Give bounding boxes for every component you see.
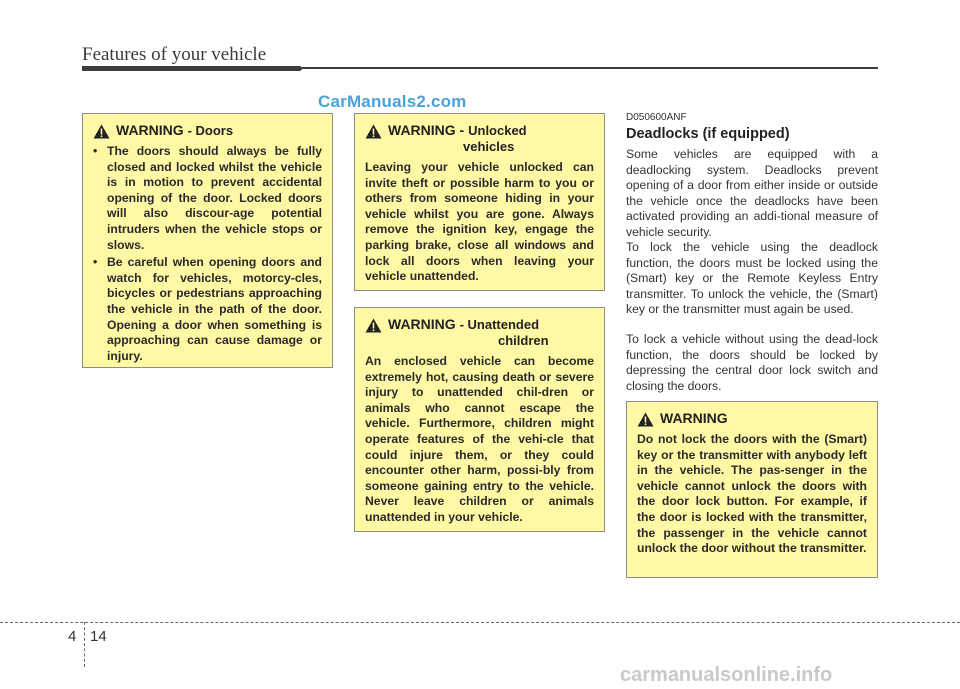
watermark-top[interactable]: CarManuals2.com xyxy=(318,92,467,111)
header-rule xyxy=(82,66,878,71)
warning-header xyxy=(93,122,322,139)
warning-header xyxy=(365,122,594,155)
warning-header xyxy=(365,316,594,349)
bullet-item: • Be careful when opening doors and watch for vehicles, motorcy-cles, bicycles or pedestrians approaching the vehicle in the path of the door. Opening a door when something is approaching can cause damage or injury. xyxy=(93,255,322,363)
warning-triangle-icon xyxy=(365,318,382,333)
warning-header xyxy=(637,410,867,427)
bullet-text: Be careful when opening doors and watch for vehicles, motorcy-cles, bicycles or pedestrians approaching the vehicle in the path of the door. Opening a door when something is approaching can cause damage or injury. xyxy=(107,255,322,363)
warning-subtitle: - Unattended xyxy=(459,317,540,332)
warning-label: WARNING - xyxy=(388,122,465,138)
warning-subtitle: - Doors xyxy=(187,123,234,138)
warning-label: WARNING xyxy=(660,410,728,426)
warning-label: WARNING xyxy=(388,316,456,332)
warning-triangle-icon xyxy=(93,124,110,139)
warning-subtitle-cont: vehicles xyxy=(463,139,515,154)
warning-box-unlocked-vehicles xyxy=(354,113,605,291)
warning-triangle-icon xyxy=(365,124,382,139)
warning-body: Do not lock the doors with the (Smart) key or the transmitter with anybody left in the vehicle. The pas-senger in the vehicle cannot unlock the doors with the door lock button. For example, if the door is locked with the transmitter, the passenger in the vehicle cannot unlock the door without the transmitter. xyxy=(637,432,867,556)
bullet-item: • The doors should always be fully closed and locked whilst the vehicle is in motion to prevent accidental opening of the door. Locked doors will also discour-age potential intruders when the vehicle stops or slows. xyxy=(93,144,322,252)
bullet-text: The doors should always be fully closed and locked whilst the vehicle is in motion to prevent accidental opening of the door. Locked doors will also discour-age potential intruders when the vehicle stops or slows. xyxy=(107,144,322,252)
chapter-number: 4 xyxy=(68,628,77,645)
warning-label: WARNING xyxy=(116,122,184,138)
footer-divider xyxy=(84,622,85,667)
watermark-bottom[interactable]: carmanualsonline.info xyxy=(620,664,833,686)
warning-triangle-icon xyxy=(637,412,654,427)
paragraph-3: To lock a vehicle without using the dead-lock function, the doors should be locked by depressing the central door lock switch and closing the doors. xyxy=(626,332,878,393)
warning-box-deadlock xyxy=(626,401,878,578)
warning-body: Leaving your vehicle unlocked can invite theft or possible harm to you or others from someone hiding in your vehicle whilst you are gone. Always remove the ignition key, engage the parking brake, close all windows and lock all doors when leaving your vehicle unattended. xyxy=(365,160,594,284)
warning-box-unattended-children xyxy=(354,307,605,532)
warning-box-doors xyxy=(82,113,333,368)
paragraph-2: To lock the vehicle using the deadlock function, the doors must be locked using the (Smart) key or the Remote Keyless Entry transmitter. To unlock the vehicle, the (Smart) key or the transmitter must again be used. xyxy=(626,240,878,317)
warning-body: An enclosed vehicle can become extremely hot, causing death or severe injury to unattended chil-dren or animals who cannot escape the vehicle. Furthermore, children might operate features of the vehi-cle that could injure them, or they could encounter other harm, possi-bly from someone gaining entry to the vehicle. Never leave children or animals unattended in your vehicle. xyxy=(365,354,594,524)
section-title: Deadlocks (if equipped) xyxy=(626,126,790,142)
page-number: 14 xyxy=(90,628,107,645)
warning-subtitle-cont: children xyxy=(498,333,549,348)
warning-subtitle: Unlocked xyxy=(468,123,527,138)
warning-body xyxy=(93,144,322,364)
footer-rule xyxy=(0,622,960,623)
paragraph-1: Some vehicles are equipped with a deadlocking system. Deadlocks prevent opening of a door from either inside or outside the vehicle once the deadlocks have been activated providing an addi-tional measure of vehicle security. xyxy=(626,147,878,239)
section-code: D050600ANF xyxy=(626,112,687,123)
page-header-title: Features of your vehicle xyxy=(82,44,267,65)
